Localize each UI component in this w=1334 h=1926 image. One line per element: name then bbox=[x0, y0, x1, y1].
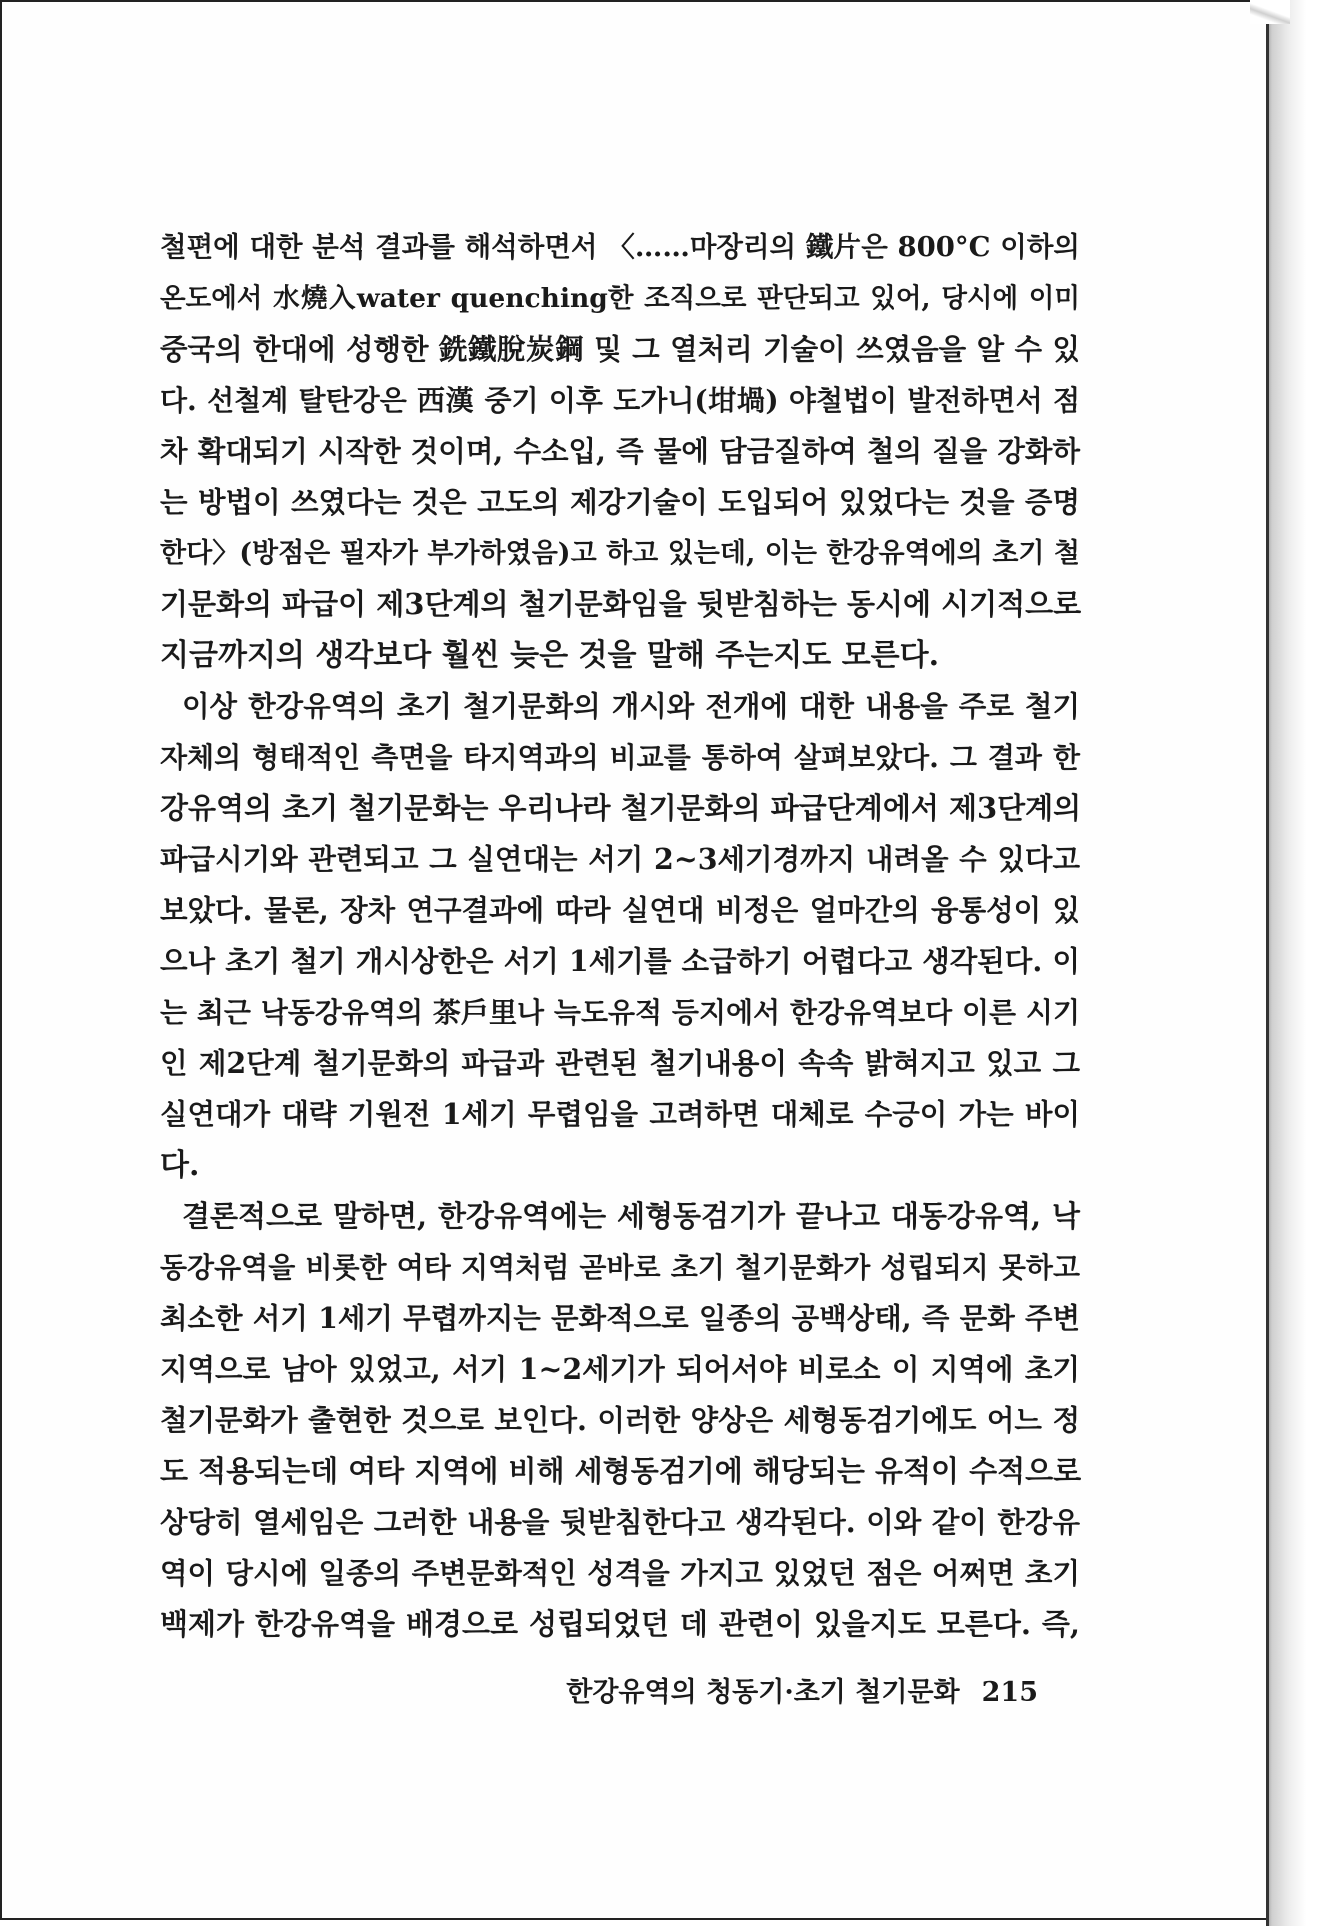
text-line: 최소한 서기 1세기 무렵까지는 문화적으로 일종의 공백상태, 즉 문화 주변 bbox=[160, 1301, 1080, 1335]
text-line: 보았다. 물론, 장차 연구결과에 따라 실연대 비정은 얼마간의 융통성이 있 bbox=[160, 893, 1080, 927]
body-text bbox=[160, 222, 1080, 1650]
text-line: 파급시기와 관련되고 그 실연대는 서기 2~3세기경까지 내려올 수 있다고 bbox=[160, 842, 1080, 876]
text-line: 철편에 대한 분석 결과를 해석하면서 〈……마장리의 鐵片은 800°C 이하의 bbox=[160, 231, 1080, 263]
text-line: 차 확대되기 시작한 것이며, 수소입, 즉 물에 담금질하여 철의 질을 강화하 bbox=[160, 434, 1080, 468]
text-line: 결론적으로 말하면, 한강유역에는 세형동검기가 끝나고 대동강유역, 낙 bbox=[182, 1199, 1080, 1233]
text-line: 상당히 열세임은 그러한 내용을 뒷받침한다고 생각된다. 이와 같이 한강유 bbox=[160, 1505, 1080, 1539]
text-line: 자체의 형태적인 측면을 타지역과의 비교를 통하여 살펴보았다. 그 결과 한 bbox=[160, 741, 1080, 774]
text-line: 실연대가 대략 기원전 1세기 무렵임을 고려하면 대체로 수긍이 가는 바이 bbox=[160, 1097, 1080, 1131]
text-line: 다. 선철계 탈탄강은 西漢 중기 이후 도가니(坩堝) 야철법이 발전하면서 점 bbox=[160, 384, 1080, 417]
page-footer bbox=[566, 1670, 1038, 1709]
text-line: 철기문화가 출현한 것으로 보인다. 이러한 양상은 세형동검기에도 어느 정 bbox=[160, 1403, 1080, 1437]
text-line: 온도에서 水燒入water quenching한 조직으로 판단되고 있어, 당시에 이미 bbox=[160, 283, 1080, 314]
page-edge bbox=[1266, 0, 1269, 1926]
text-line: 기문화의 파급이 제3단계의 철기문화임을 뒷받침하는 동시에 시기적으로 bbox=[160, 587, 1082, 621]
text-line: 도 적용되는데 여타 지역에 비해 세형동검기에 해당되는 유적이 수적으로 bbox=[160, 1454, 1082, 1488]
page-number: 215 bbox=[981, 1677, 1038, 1708]
page-corner-curl bbox=[1250, 0, 1290, 24]
text-line: 중국의 한대에 성행한 銑鐵脫炭鋼 및 그 열처리 기술이 쓰였음을 알 수 있 bbox=[160, 332, 1080, 366]
text-line: 강유역의 초기 철기문화는 우리나라 철기문화의 파급단계에서 제3단계의 bbox=[160, 791, 1082, 825]
text-line: 지역으로 남아 있었고, 서기 1~2세기가 되어서야 비로소 이 지역에 초기 bbox=[160, 1352, 1080, 1386]
text-line: 동강유역을 비롯한 여타 지역처럼 곧바로 초기 철기문화가 성립되지 못하고 bbox=[160, 1251, 1080, 1284]
text-line: 다. bbox=[160, 1148, 200, 1183]
text-line: 역이 당시에 일종의 주변문화적인 성격을 가지고 있었던 점은 어쩌면 초기 bbox=[160, 1556, 1080, 1590]
text-line: 으나 초기 철기 개시상한은 서기 1세기를 소급하기 어렵다고 생각된다. 이 bbox=[160, 944, 1080, 978]
text-line: 인 제2단계 철기문화의 파급과 관련된 철기내용이 속속 밝혀지고 있고 그 bbox=[160, 1046, 1080, 1080]
text-line: 이상 한강유역의 초기 철기문화의 개시와 전개에 대한 내용을 주로 철기 bbox=[182, 689, 1080, 723]
text-line: 는 방법이 쓰였다는 것은 고도의 제강기술이 도입되어 있었다는 것을 증명 bbox=[160, 485, 1080, 519]
text-line: 지금까지의 생각보다 훨씬 늦은 것을 말해 주는지도 모른다. bbox=[160, 638, 940, 673]
running-title: 한강유역의 청동기·초기 철기문화 bbox=[566, 1677, 960, 1708]
text-line: 는 최근 낙동강유역의 茶戶里나 늑도유적 등지에서 한강유역보다 이른 시기 bbox=[160, 996, 1080, 1029]
page-gutter-shadow bbox=[1266, 0, 1306, 1926]
text-line: 백제가 한강유역을 배경으로 성립되었던 데 관련이 있을지도 모른다. 즉, bbox=[160, 1607, 1080, 1641]
text-line: 한다〉(방점은 필자가 부가하였음)고 하고 있는데, 이는 한강유역에의 초기 철 bbox=[160, 538, 1080, 569]
